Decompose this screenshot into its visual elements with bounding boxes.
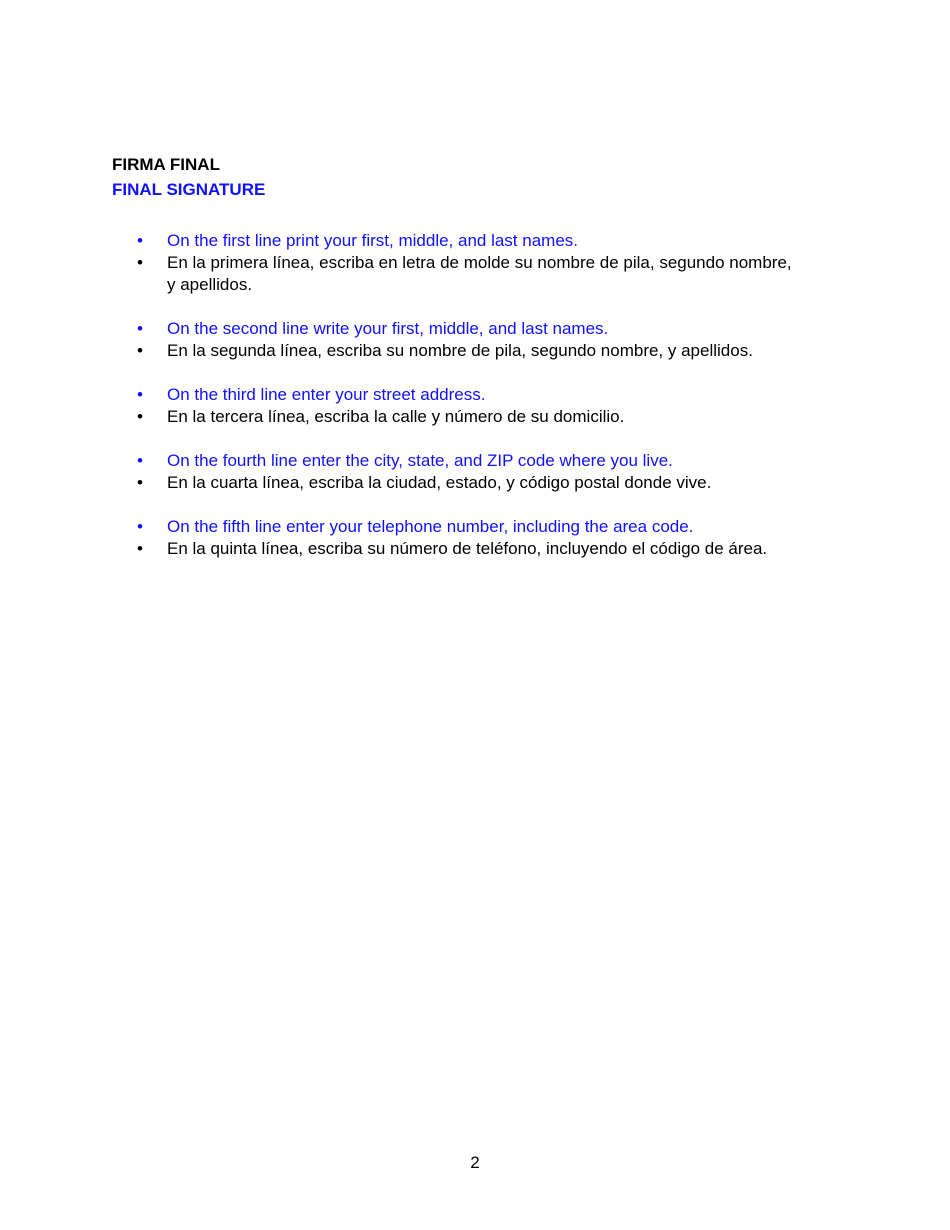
bullet-icon: • [137, 451, 143, 470]
instruction-item-spanish [137, 472, 797, 494]
heading-english: FINAL SIGNATURE [112, 180, 266, 199]
instruction-text-english: On the first line print your first, middle, and last names. [167, 231, 579, 250]
instruction-item-english [137, 384, 797, 406]
instruction-group-3 [137, 384, 797, 428]
instruction-text-english: On the second line write your first, middle, and last names. [167, 319, 609, 338]
instruction-text-english: On the fourth line enter the city, state, and ZIP code where you live. [167, 451, 673, 470]
instruction-group-2 [137, 318, 797, 362]
bullet-icon: • [137, 517, 143, 536]
page-number: 2 [470, 1153, 480, 1172]
instruction-item-spanish [137, 538, 797, 560]
bullet-icon: • [137, 385, 143, 404]
bullet-icon: • [137, 231, 143, 250]
bullet-icon: • [137, 473, 143, 492]
instruction-text-spanish: En la cuarta línea, escriba la ciudad, estado, y código postal donde vive. [167, 473, 712, 492]
bullet-icon: • [137, 253, 143, 272]
instruction-item-english [137, 450, 797, 472]
bullet-icon: • [137, 341, 143, 360]
instruction-item-spanish [137, 340, 797, 362]
instruction-list [137, 230, 797, 582]
instruction-text-spanish: En la quinta línea, escriba su número de teléfono, incluyendo el código de área. [167, 539, 768, 558]
instruction-item-spanish [137, 406, 797, 428]
instruction-group-5 [137, 516, 797, 560]
instruction-text-english: On the third line enter your street address. [167, 385, 486, 404]
bullet-icon: • [137, 319, 143, 338]
instruction-text-english: On the fifth line enter your telephone number, including the area code. [167, 517, 694, 536]
instruction-item-english [137, 230, 797, 252]
instruction-item-english [137, 516, 797, 538]
instruction-item-english [137, 318, 797, 340]
instruction-text-spanish: En la primera línea, escriba en letra de molde su nombre de pila, segundo nombre, y apellidos. [167, 253, 792, 294]
bullet-icon: • [137, 539, 143, 558]
instruction-text-spanish: En la segunda línea, escriba su nombre de pila, segundo nombre, y apellidos. [167, 341, 753, 360]
heading-spanish: FIRMA FINAL [112, 155, 220, 174]
instruction-group-4 [137, 450, 797, 494]
instruction-item-spanish [137, 252, 797, 296]
instruction-text-spanish: En la tercera línea, escriba la calle y número de su domicilio. [167, 407, 625, 426]
bullet-icon: • [137, 407, 143, 426]
instruction-group-1 [137, 230, 797, 296]
